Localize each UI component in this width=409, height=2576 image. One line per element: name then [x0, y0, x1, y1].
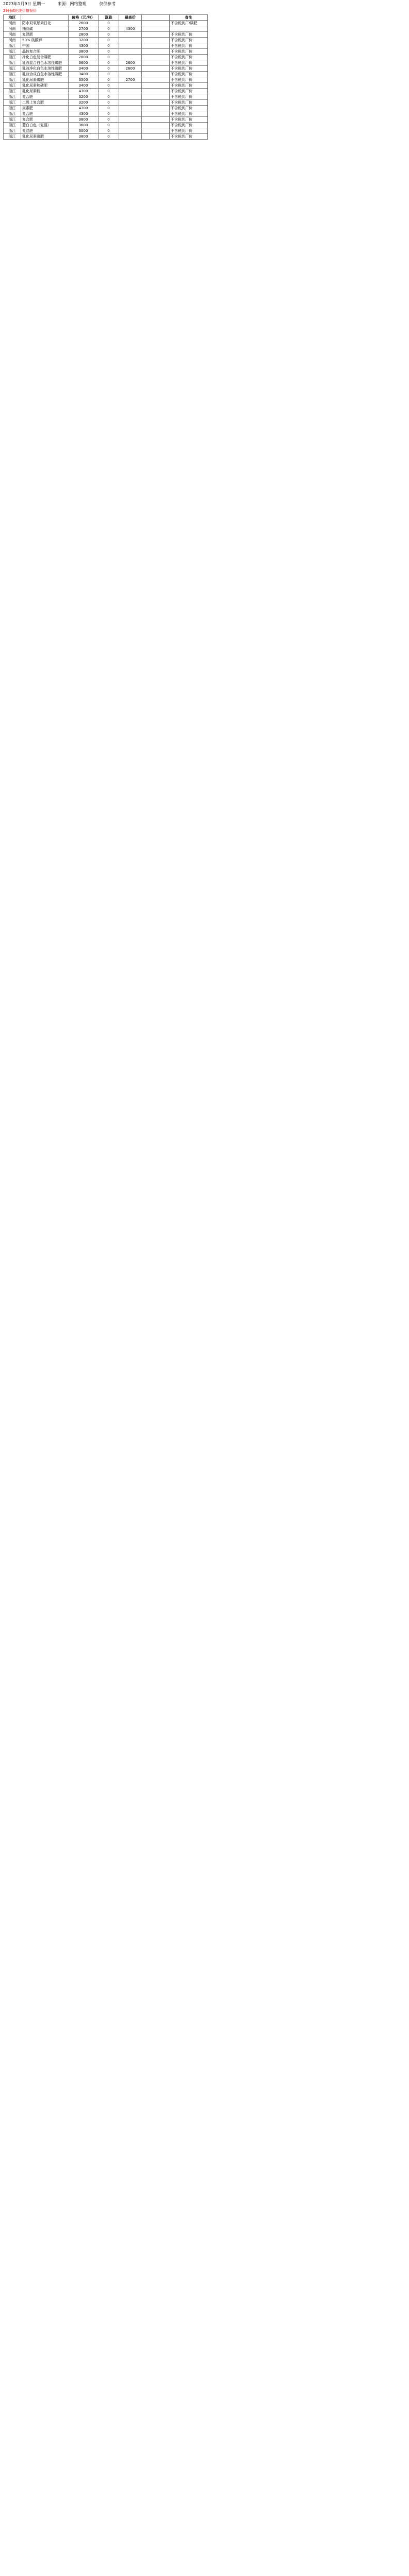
product-cell: 复混肥 [21, 32, 69, 38]
blank-cell [142, 72, 170, 77]
product-cell: 抽晶碳 [21, 26, 69, 32]
blank-cell [142, 111, 170, 117]
change-cell: 0 [99, 77, 119, 83]
price-cell: 2700 [69, 26, 99, 32]
table-row [4, 123, 208, 128]
table-header-row [4, 15, 208, 21]
product-cell: 乳化尿素磷肥 [21, 77, 69, 83]
product-cell: 中国 [21, 43, 69, 49]
note-cell: 不含税到厂价 [170, 49, 208, 55]
table-row [4, 55, 208, 60]
price-cell: 3800 [69, 117, 99, 123]
table-row [4, 43, 208, 49]
high-cell [119, 128, 142, 134]
note-cell: 不含税到厂价 [170, 77, 208, 83]
blank-cell [142, 128, 170, 134]
change-cell: 0 [99, 106, 119, 111]
region-cell: 浙江 [4, 55, 21, 60]
blank-cell [142, 77, 170, 83]
price-cell: 4300 [69, 111, 99, 117]
table-row [4, 117, 208, 123]
change-cell: 0 [99, 66, 119, 72]
change-cell: 0 [99, 55, 119, 60]
note-cell: 不含税到厂价 [170, 134, 208, 140]
blank-cell [142, 100, 170, 106]
price-cell: 3600 [69, 123, 99, 128]
product-cell: 乳化尿素和磷肥 [21, 83, 69, 89]
blank-cell [142, 106, 170, 111]
change-cell: 0 [99, 60, 119, 66]
price-cell: 3200 [69, 100, 99, 106]
price-cell: 2800 [69, 55, 99, 60]
date-label: 2023年1月9日 星期一 [3, 2, 45, 6]
note-cell: 不含税到厂价 [170, 111, 208, 117]
table-row [4, 83, 208, 89]
product-cell: 50% 硫酸钾 [21, 38, 69, 43]
note-cell: 不含税到厂价 [170, 43, 208, 49]
note-cell: 不含税到厂价 [170, 38, 208, 43]
change-cell: 0 [99, 123, 119, 128]
price-cell: 3000 [69, 128, 99, 134]
note-cell: 不含税到厂/磷肥 [170, 21, 208, 26]
change-cell: 0 [99, 100, 119, 106]
price-cell: 2600 [69, 21, 99, 26]
blank-cell [142, 60, 170, 66]
change-cell: 0 [99, 26, 119, 32]
high-cell [119, 123, 142, 128]
high-cell [119, 83, 142, 89]
blank-cell [142, 49, 170, 55]
region-cell: 河南 [4, 26, 21, 32]
region-cell: 河南 [4, 21, 21, 26]
change-cell: 0 [99, 128, 119, 134]
price-cell: 3400 [69, 72, 99, 77]
blank-cell [142, 94, 170, 100]
change-cell: 0 [99, 38, 119, 43]
note-cell: 不含税到厂价 [170, 55, 208, 60]
region-cell: 浙江 [4, 106, 21, 111]
table-row [4, 100, 208, 106]
price-cell: 3200 [69, 94, 99, 100]
high-cell [119, 55, 142, 60]
change-cell: 0 [99, 43, 119, 49]
region-cell: 浙江 [4, 100, 21, 106]
table-row [4, 72, 208, 77]
blank-cell [142, 123, 170, 128]
table-row [4, 26, 208, 32]
blank-cell [142, 43, 170, 49]
note-cell: 不含税到厂价 [170, 89, 208, 94]
price-cell: 3600 [69, 60, 99, 66]
price-cell: 3800 [69, 134, 99, 140]
table-row [4, 77, 208, 83]
change-cell: 0 [99, 111, 119, 117]
high-cell [119, 49, 142, 55]
blank-cell [142, 38, 170, 43]
price-table [3, 14, 208, 140]
product-cell: 蓝白白色（复混） [21, 123, 69, 128]
note-cell: 不含税到厂价 [170, 117, 208, 123]
product-cell: 净化白色复合磷肥 [21, 55, 69, 60]
blank-cell [142, 21, 170, 26]
high-cell [119, 117, 142, 123]
note-cell: 不含税到厂价 [170, 94, 208, 100]
product-cell: 尿素肥 [21, 106, 69, 111]
region-cell: 浙江 [4, 94, 21, 100]
region-cell: 浙江 [4, 43, 21, 49]
table-row [4, 60, 208, 66]
region-cell: 浙江 [4, 49, 21, 55]
high-cell [119, 106, 142, 111]
blank-cell [142, 89, 170, 94]
price-cell: 3500 [69, 77, 99, 83]
table-row [4, 134, 208, 140]
note-cell: 不含税到厂价 [170, 60, 208, 66]
blank-cell [142, 117, 170, 123]
region-cell: 浙江 [4, 128, 21, 134]
note-cell [170, 26, 208, 32]
blank-cell [142, 26, 170, 32]
high-cell [119, 89, 142, 94]
header-high: 最高价 [119, 15, 142, 21]
product-cell: 复合肥 [21, 117, 69, 123]
high-cell [119, 134, 142, 140]
change-cell: 0 [99, 94, 119, 100]
change-cell: 0 [99, 134, 119, 140]
table-row [4, 89, 208, 94]
price-cell: 4700 [69, 106, 99, 111]
product-cell: 乳液合成白色水溶性磷肥 [21, 72, 69, 77]
source-label: 来源：网络整理 [57, 2, 87, 6]
product-cell: 乳液净化白色水溶性磷肥 [21, 66, 69, 72]
header-region: 地区 [4, 15, 21, 21]
product-cell: 晶体复合肥 [21, 49, 69, 55]
change-cell: 0 [99, 89, 119, 94]
note-cell: 不含税到厂价 [170, 66, 208, 72]
note-cell: 不含税到厂价 [170, 32, 208, 38]
region-cell: 浙江 [4, 111, 21, 117]
product-cell: 乳液混合白色水溶性磷肥 [21, 60, 69, 66]
header-change: 涨跌 [99, 15, 119, 21]
price-cell: 3400 [69, 83, 99, 89]
blank-cell [142, 134, 170, 140]
blank-cell [142, 32, 170, 38]
top-bar [3, 1, 127, 7]
high-cell [119, 94, 142, 100]
region-cell: 浙江 [4, 134, 21, 140]
blank-cell [142, 83, 170, 89]
region-cell: 浙江 [4, 77, 21, 83]
change-cell: 0 [99, 72, 119, 77]
table-row [4, 66, 208, 72]
change-cell: 0 [99, 21, 119, 26]
header-product [21, 15, 69, 21]
high-cell [119, 32, 142, 38]
table-row [4, 106, 208, 111]
high-cell [119, 72, 142, 77]
table-row [4, 21, 208, 26]
product-cell: 防水双氧尿素日化 [21, 21, 69, 26]
region-cell: 浙江 [4, 66, 21, 72]
price-cell: 2800 [69, 32, 99, 38]
table-row [4, 128, 208, 134]
product-cell: 复混肥 [21, 128, 69, 134]
high-cell [119, 111, 142, 117]
header-blank [142, 15, 170, 21]
blank-cell [142, 66, 170, 72]
region-cell: 河南 [4, 38, 21, 43]
table-row [4, 49, 208, 55]
blank-cell [142, 55, 170, 60]
table-row [4, 111, 208, 117]
region-cell: 浙江 [4, 123, 21, 128]
change-cell: 0 [99, 117, 119, 123]
table-row [4, 94, 208, 100]
high-cell [119, 100, 142, 106]
region-cell: 浙江 [4, 83, 21, 89]
header-note: 备注 [170, 15, 208, 21]
note-cell: 不含税到厂价 [170, 128, 208, 134]
product-cell: 复合肥 [21, 94, 69, 100]
product-cell: 复合肥 [21, 111, 69, 117]
product-cell: 乳化尿素磷肥 [21, 134, 69, 140]
price-cell: 3400 [69, 66, 99, 72]
price-cell: 3800 [69, 49, 99, 55]
high-cell: 2600 [119, 60, 142, 66]
change-cell: 0 [99, 32, 119, 38]
high-cell: 2600 [119, 66, 142, 72]
note-label: 仅供参考 [99, 2, 116, 6]
table-body [4, 21, 208, 140]
high-cell [119, 38, 142, 43]
table-row [4, 32, 208, 38]
table-row [4, 38, 208, 43]
product-cell: 二级上复合肥 [21, 100, 69, 106]
price-cell: 4300 [69, 43, 99, 49]
region-cell: 浙江 [4, 72, 21, 77]
note-cell: 不含税到厂价 [170, 72, 208, 77]
note-cell: 不含税到厂价 [170, 123, 208, 128]
region-cell: 浙江 [4, 60, 21, 66]
change-cell: 0 [99, 83, 119, 89]
high-cell [119, 21, 142, 26]
note-cell: 不含税到厂价 [170, 83, 208, 89]
high-cell: 4300 [119, 26, 142, 32]
note-cell: 不含税到厂价 [170, 106, 208, 111]
header-price: 价格（元/吨） [69, 15, 99, 21]
region-cell: 浙江 [4, 117, 21, 123]
price-cell: 4300 [69, 89, 99, 94]
region-cell: 河南 [4, 32, 21, 38]
note-cell: 不含税到厂价 [170, 100, 208, 106]
product-cell: 乳化尿素粉 [21, 89, 69, 94]
sheet-subtitle: 29日磷化肥价格报价 [3, 9, 37, 13]
change-cell: 0 [99, 49, 119, 55]
price-cell: 3200 [69, 38, 99, 43]
high-cell [119, 43, 142, 49]
high-cell: 2700 [119, 77, 142, 83]
region-cell: 浙江 [4, 89, 21, 94]
